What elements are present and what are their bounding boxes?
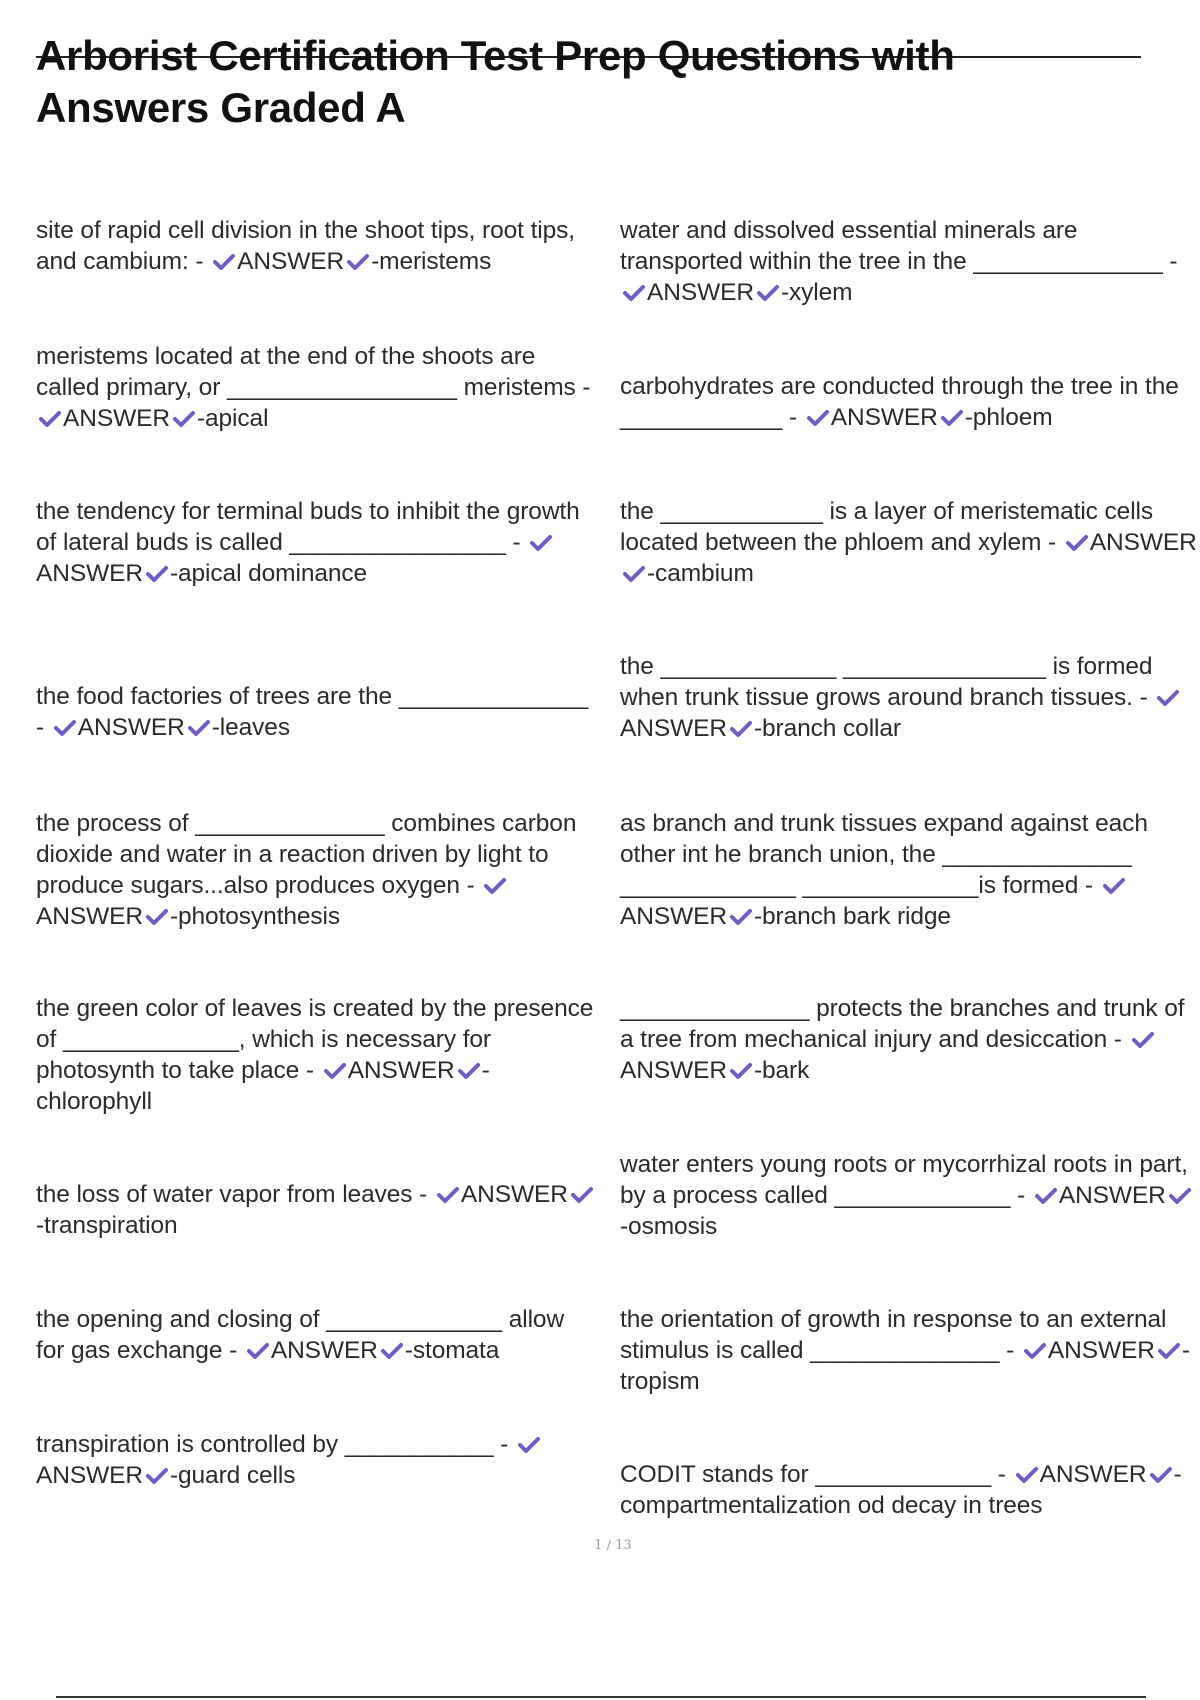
question-text: the green color of leaves is created by the presence of _____________, which is necessary for photosynth to take place - <box>36 995 594 1084</box>
check-icon <box>1103 872 1125 890</box>
qa-item <box>36 465 596 589</box>
question-text: site of rapid cell division in the shoot tips, root tips, and cambium: - <box>36 217 576 275</box>
question-text: carbohydrates are conducted through the tree in the ____________ - <box>620 373 1179 431</box>
check-icon <box>1150 1461 1172 1479</box>
answer-text: -phloem <box>964 404 1053 431</box>
page-bottom-rule <box>56 1696 1146 1698</box>
answer-label: ANSWER <box>36 560 143 587</box>
question-text: transpiration is controlled by ___________ - <box>36 1431 516 1458</box>
qa-item <box>620 620 1200 744</box>
answer-label: ANSWER <box>270 1337 378 1364</box>
check-icon <box>1035 1182 1057 1200</box>
question-text: the tendency for terminal buds to inhibit the growth of lateral buds is called ________________ - <box>36 498 580 556</box>
check-icon <box>807 404 829 422</box>
answer-label: ANSWER <box>237 248 345 275</box>
answer-text: -compartmentalization od decay in trees <box>620 1461 1182 1519</box>
check-icon <box>54 714 76 732</box>
answer-label: ANSWER <box>36 1462 143 1489</box>
check-icon <box>730 1057 752 1075</box>
question-text: the opening and closing of _____________ allow for gas exchange - <box>36 1306 565 1364</box>
question-text: water enters young roots or mycorrhizal roots in part, by a process called _____________ - <box>620 1151 1188 1209</box>
qa-item <box>620 184 1200 308</box>
answer-text: -cambium <box>647 560 754 587</box>
check-icon <box>173 405 195 423</box>
answer-label: ANSWER <box>63 405 170 432</box>
check-icon <box>39 405 61 423</box>
check-icon <box>1016 1461 1038 1479</box>
answer-label: ANSWER <box>1058 1182 1166 1209</box>
answer-text: -osmosis <box>620 1213 718 1240</box>
answer-text: -meristems <box>371 248 492 275</box>
qa-item <box>620 962 1200 1086</box>
qa-item <box>620 1273 1200 1397</box>
question-text: the food factories of trees are the ______________ - <box>36 683 589 741</box>
answer-text: -transpiration <box>36 1212 178 1239</box>
check-icon <box>1158 1337 1180 1355</box>
question-text: meristems located at the end of the shoots are called primary, or _________________ meristems - <box>36 343 591 401</box>
answer-label: ANSWER <box>1047 1337 1155 1364</box>
answer-label: ANSWER <box>830 404 938 431</box>
answer-label: ANSWER <box>620 1057 727 1084</box>
check-icon <box>437 1181 459 1199</box>
answer-label: ANSWER <box>460 1181 568 1208</box>
qa-item <box>36 184 596 277</box>
qa-item <box>36 650 596 743</box>
qa-item <box>620 465 1200 589</box>
question-text: ______________ protects the branches and trunk of a tree from mechanical injury and desiccation - <box>620 995 1185 1053</box>
check-icon <box>146 560 168 578</box>
answer-label: ANSWER <box>347 1057 455 1084</box>
question-text: CODIT stands for _____________ - <box>620 1461 1013 1488</box>
question-text: the _____________ _______________ is formed when trunk tissue grows around branch tissues. - <box>620 653 1155 711</box>
check-icon <box>757 279 779 297</box>
qa-item <box>620 1428 1200 1521</box>
qa-item <box>620 777 1200 932</box>
document-title: Arborist Certification Test Prep Questions with Answers Graded A <box>36 32 955 131</box>
answer-label: ANSWER <box>1089 529 1197 556</box>
check-icon <box>571 1181 593 1199</box>
answer-text: -chlorophyll <box>36 1057 490 1115</box>
answer-text: -stomata <box>404 1337 500 1364</box>
qa-item <box>36 1148 596 1241</box>
check-icon <box>530 529 552 547</box>
answer-text: -apical <box>196 405 269 432</box>
answer-label: ANSWER <box>620 715 727 742</box>
answer-text: -guard cells <box>169 1462 296 1489</box>
check-icon <box>623 560 645 578</box>
qa-item <box>36 962 596 1117</box>
answer-text: -branch bark ridge <box>753 903 951 930</box>
qa-item <box>620 340 1200 433</box>
answer-text: -apical dominance <box>169 560 368 587</box>
check-icon <box>1169 1182 1191 1200</box>
answer-text: -tropism <box>620 1337 1190 1395</box>
check-icon <box>1066 529 1088 547</box>
answer-text: -xylem <box>780 279 853 306</box>
check-icon <box>324 1057 346 1075</box>
check-icon <box>730 715 752 733</box>
qa-item <box>36 1273 596 1366</box>
check-icon <box>1132 1026 1154 1044</box>
check-icon <box>518 1431 540 1449</box>
check-icon <box>347 248 369 266</box>
question-text: the loss of water vapor from leaves - <box>36 1181 434 1208</box>
check-icon <box>458 1057 480 1075</box>
answer-text: -bark <box>753 1057 810 1084</box>
check-icon <box>1157 684 1179 702</box>
answer-text: -photosynthesis <box>169 903 341 930</box>
answer-label: ANSWER <box>647 279 754 306</box>
check-icon <box>381 1337 403 1355</box>
answer-text: -branch collar <box>753 715 901 742</box>
answer-label: ANSWER <box>620 903 727 930</box>
qa-item <box>620 1118 1200 1242</box>
page-number: 1 / 13 <box>594 1538 632 1553</box>
question-text: the process of ______________ combines carbon dioxide and water in a reaction driven by light to produce sugars...also produces oxygen - <box>36 810 577 899</box>
check-icon <box>188 714 210 732</box>
answer-text: -leaves <box>211 714 290 741</box>
answer-label: ANSWER <box>1039 1461 1147 1488</box>
qa-item <box>36 310 596 434</box>
check-icon <box>146 903 168 921</box>
check-icon <box>941 404 963 422</box>
qa-item <box>36 777 596 932</box>
check-icon <box>247 1337 269 1355</box>
check-icon <box>484 872 506 890</box>
question-text: the orientation of growth in response to an external stimulus is called ______________ - <box>620 1306 1167 1364</box>
question-text: the ____________ is a layer of meristematic cells located between the phloem and xylem - <box>620 498 1154 556</box>
check-icon <box>623 279 645 297</box>
qa-item <box>36 1398 596 1491</box>
check-icon <box>730 903 752 921</box>
check-icon <box>1024 1337 1046 1355</box>
question-text: water and dissolved essential minerals are transported within the tree in the ______________ - <box>620 217 1178 275</box>
question-text: as branch and trunk tissues expand against each other int he branch union, the ______________ _____________ _____________is formed - <box>620 810 1148 899</box>
answer-label: ANSWER <box>77 714 185 741</box>
check-icon <box>146 1462 168 1480</box>
answer-label: ANSWER <box>36 903 143 930</box>
check-icon <box>213 248 235 266</box>
